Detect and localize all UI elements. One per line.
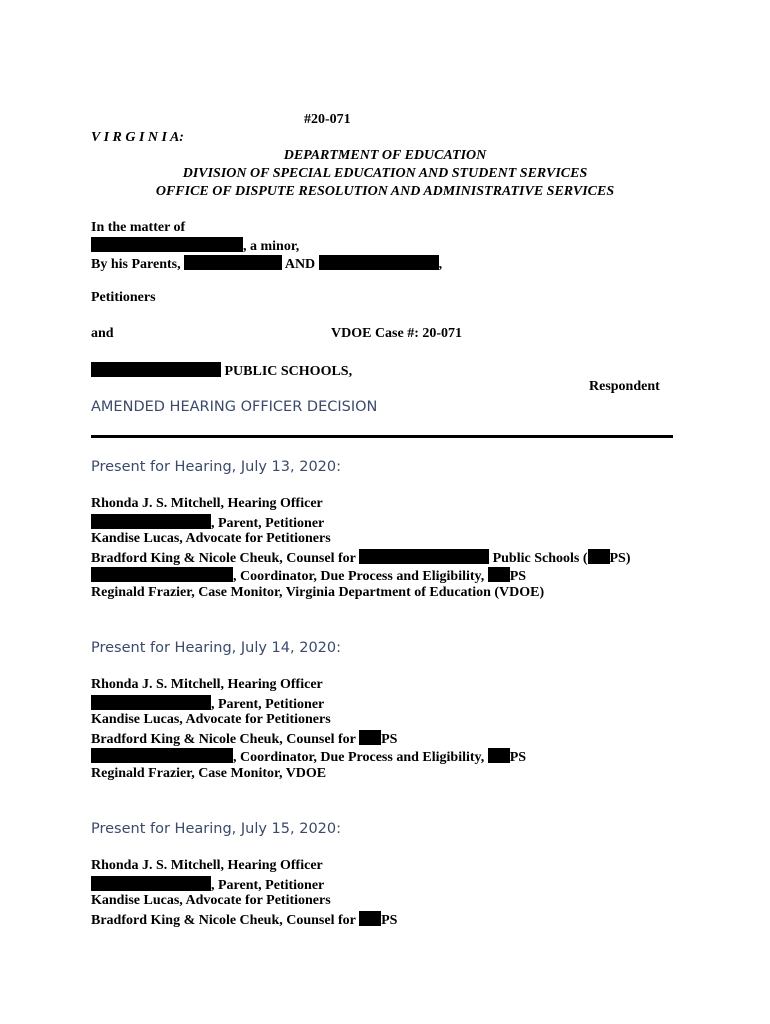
case-number-top: #20-071 [304, 112, 351, 127]
monitor-line: Reginald Frazier, Case Monitor, VDOE [91, 766, 327, 781]
counsel-end: PS [381, 732, 398, 747]
parents-prefix: By his Parents, [91, 257, 181, 272]
hearing-officer: Rhonda J. S. Mitchell, Hearing Officer [91, 677, 323, 692]
redaction [359, 730, 381, 745]
comma: , [438, 257, 443, 272]
office-title: OFFICE OF DISPUTE RESOLUTION AND ADMINISTRATIVE SERVICES [155, 184, 615, 199]
counsel-after: Public Schools ( [492, 551, 588, 566]
parent-line [91, 695, 324, 713]
counsel-label: Bradford King & Nicole Cheuk, Counsel for [91, 913, 356, 928]
advocate-line: Kandise Lucas, Advocate for Petitioners [91, 893, 331, 908]
minor-line [91, 237, 299, 255]
coordinator-end: PS [509, 569, 527, 584]
counsel-line [91, 730, 397, 748]
redaction [488, 748, 510, 763]
vdoe-case-number: VDOE Case #: 20-071 [331, 326, 463, 341]
redaction [359, 911, 381, 926]
redaction [488, 567, 510, 582]
hearing-officer: Rhonda J. S. Mitchell, Hearing Officer [91, 496, 323, 511]
redaction [588, 549, 610, 564]
redaction [319, 255, 439, 270]
monitor-line: Reginald Frazier, Case Monitor, Virginia Department of Education (VDOE) [91, 585, 545, 600]
redaction [91, 876, 211, 891]
parent-label: , Parent, Petitioner [211, 516, 325, 531]
respondent-label: Respondent [589, 379, 660, 394]
redaction [91, 567, 233, 582]
school-line [91, 362, 352, 380]
coordinator-label: , Coordinator, Due Process and Eligibility, [233, 569, 485, 584]
advocate-line: Kandise Lucas, Advocate for Petitioners [91, 531, 331, 546]
parent-line [91, 876, 324, 894]
counsel-end: PS [381, 913, 398, 928]
divider [91, 435, 673, 438]
redaction [359, 549, 489, 564]
coordinator-label: , Coordinator, Due Process and Eligibility, [233, 750, 485, 765]
minor-suffix: , a minor, [243, 239, 300, 254]
redaction [91, 514, 211, 529]
counsel-end: PS) [609, 551, 631, 566]
redaction [91, 748, 233, 763]
and-label: and [91, 326, 114, 341]
hearing-heading: Present for Hearing, July 13, 2020: [91, 459, 342, 475]
parent-label: , Parent, Petitioner [211, 697, 325, 712]
petitioners-label: Petitioners [91, 290, 156, 305]
redaction [91, 695, 211, 710]
parent-line [91, 514, 324, 532]
advocate-line: Kandise Lucas, Advocate for Petitioners [91, 712, 331, 727]
decision-title: AMENDED HEARING OFFICER DECISION [91, 399, 378, 415]
department-title: DEPARTMENT OF EDUCATION [283, 148, 487, 163]
coordinator-line [91, 748, 526, 766]
counsel-line [91, 911, 397, 929]
redaction [91, 362, 221, 377]
redaction [91, 237, 243, 252]
counsel-label: Bradford King & Nicole Cheuk, Counsel for [91, 551, 356, 566]
state-label: V I R G I N I A: [91, 130, 184, 145]
parent-label: , Parent, Petitioner [211, 878, 325, 893]
hearing-officer: Rhonda J. S. Mitchell, Hearing Officer [91, 858, 323, 873]
hearing-heading: Present for Hearing, July 14, 2020: [91, 640, 342, 656]
redaction [184, 255, 282, 270]
and-word: AND [284, 257, 316, 272]
parents-line [91, 255, 442, 273]
public-schools-label: PUBLIC SCHOOLS, [224, 364, 353, 379]
coordinator-line [91, 567, 526, 585]
division-title: DIVISION OF SPECIAL EDUCATION AND STUDENT SERVICES [182, 166, 588, 181]
counsel-line [91, 549, 631, 567]
coordinator-end: PS [509, 750, 527, 765]
counsel-label: Bradford King & Nicole Cheuk, Counsel for [91, 732, 356, 747]
in-matter-line: In the matter of [91, 220, 186, 235]
hearing-heading: Present for Hearing, July 15, 2020: [91, 821, 342, 837]
